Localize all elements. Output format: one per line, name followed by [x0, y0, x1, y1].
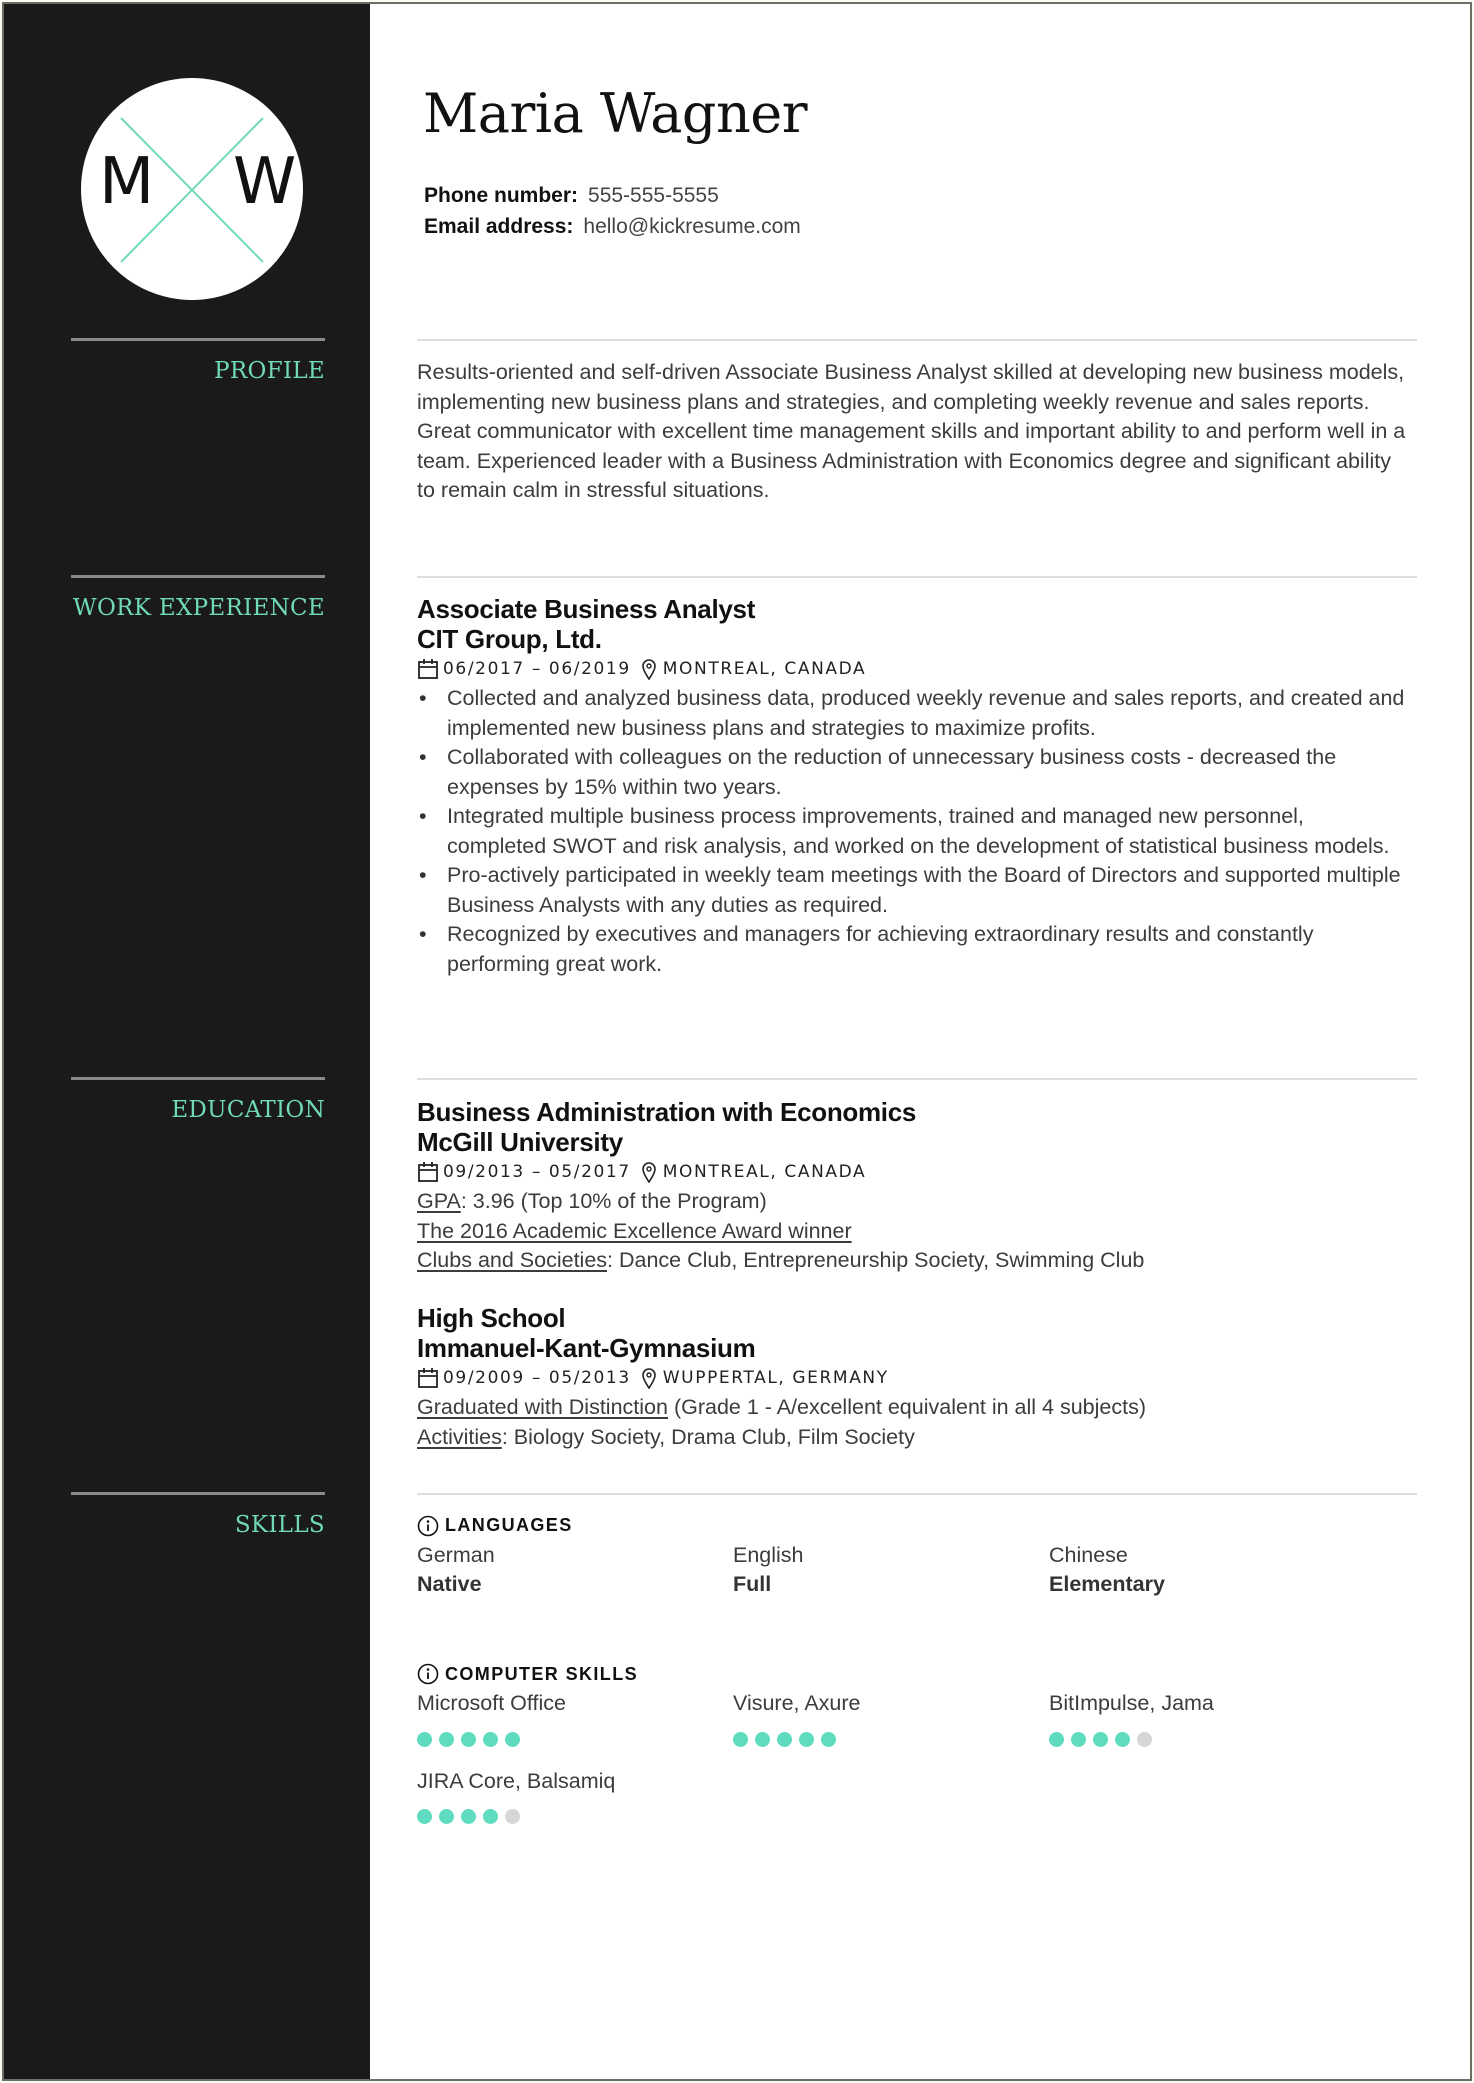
profile-section — [417, 358, 1407, 506]
education-meta — [417, 1363, 1407, 1393]
skill-name: Microsoft Office — [417, 1691, 566, 1715]
computer-skill-item — [417, 1689, 733, 1747]
job-meta — [417, 654, 1407, 684]
sidebar-label-skills: SKILLS — [234, 1512, 325, 1538]
phone-value: 555-555-5555 — [588, 184, 719, 207]
monogram-avatar — [81, 78, 303, 300]
info-icon — [417, 1515, 439, 1537]
rating-dot-filled — [1049, 1732, 1064, 1747]
education-location: WUPPERTAL, GERMANY — [662, 1368, 889, 1388]
company-name: CIT Group, Ltd. — [417, 624, 602, 654]
sidebar-divider — [71, 338, 325, 341]
initial-w: W — [233, 145, 297, 219]
work-section — [417, 594, 1407, 979]
sidebar-divider — [71, 1492, 325, 1495]
rating-dot-filled — [483, 1809, 498, 1824]
gpa-label: GPA — [417, 1189, 461, 1213]
gpa-value: : 3.96 (Top 10% of the Program) — [460, 1189, 767, 1213]
language-item — [733, 1541, 1049, 1600]
language-item — [1049, 1541, 1365, 1600]
rating-dot-filled — [483, 1732, 498, 1747]
education-entry-highschool — [417, 1303, 1407, 1452]
job-location: MONTREAL, CANADA — [662, 659, 867, 679]
rating-dot-filled — [821, 1732, 836, 1747]
section-divider — [417, 339, 1417, 341]
section-divider — [417, 576, 1417, 578]
contact-info — [424, 180, 801, 242]
rating-dot-filled — [1115, 1732, 1130, 1747]
skill-rating — [417, 1809, 733, 1824]
sidebar — [4, 4, 370, 2079]
distinction-line — [417, 1393, 1407, 1423]
rating-dot-filled — [461, 1732, 476, 1747]
school-name: McGill University — [417, 1127, 623, 1157]
education-location: MONTREAL, CANADA — [662, 1162, 867, 1182]
bullet-item: • Collaborated with colleagues on the reduction of unnecessary business costs - decreased the expenses by 15% within two years. — [447, 743, 1407, 802]
activities-label: Activities — [417, 1424, 502, 1449]
computer-skills-row — [417, 1689, 1407, 1747]
sidebar-divider — [71, 575, 325, 578]
clubs-line — [417, 1246, 1407, 1276]
education-entry-university — [417, 1097, 1407, 1276]
language-name: Chinese — [1049, 1542, 1128, 1567]
activities-line — [417, 1423, 1407, 1453]
skill-name: BitImpulse, Jama — [1049, 1691, 1214, 1715]
email-label: Email address: — [424, 215, 574, 238]
location-pin-icon — [641, 1367, 657, 1389]
degree-title: Business Administration with Economics — [417, 1097, 917, 1127]
section-divider — [417, 1078, 1417, 1080]
rating-dot-filled — [733, 1732, 748, 1747]
bullet-item: • Integrated multiple business process improvements, trained and managed new personnel, completed SWOT and risk analysis, and worked on the development of statistical business models. — [447, 802, 1407, 861]
award-line: The 2016 Academic Excellence Award winner — [417, 1218, 852, 1243]
skill-name: JIRA Core, Balsamiq — [417, 1768, 616, 1793]
calendar-icon — [417, 658, 439, 680]
job-title: Associate Business Analyst — [417, 594, 756, 624]
phone-label: Phone number: — [424, 184, 579, 207]
skill-name: Visure, Axure — [733, 1691, 861, 1715]
sidebar-label-profile: PROFILE — [214, 358, 325, 384]
rating-dot-filled — [1071, 1732, 1086, 1747]
education-meta — [417, 1157, 1407, 1187]
languages-heading — [417, 1511, 1407, 1541]
language-level: Elementary — [1049, 1572, 1165, 1596]
bullet-item: • Collected and analyzed business data, produced weekly revenue and sales reports, and created and implemented new business plans and strategies to maximize profits. — [447, 684, 1407, 743]
computer-skills-heading — [417, 1660, 1407, 1690]
rating-dot-empty — [505, 1809, 520, 1824]
education-dates: 09/2013 – 05/2017 — [443, 1162, 631, 1182]
full-name: Maria Wagner — [423, 82, 808, 145]
rating-dot-filled — [755, 1732, 770, 1747]
resume-page — [2, 2, 1472, 2081]
rating-dot-filled — [417, 1809, 432, 1824]
skill-rating — [417, 1732, 733, 1747]
school-name: Immanuel-Kant-Gymnasium — [417, 1333, 756, 1363]
computer-skills-row — [417, 1767, 1407, 1825]
computer-skill-item — [733, 1689, 1049, 1747]
job-bullets — [417, 684, 1407, 979]
location-pin-icon — [641, 658, 657, 680]
rating-dot-filled — [417, 1732, 432, 1747]
language-item — [417, 1541, 733, 1600]
rating-dot-filled — [461, 1809, 476, 1824]
rating-dot-filled — [799, 1732, 814, 1747]
degree-title: High School — [417, 1303, 566, 1333]
profile-text: Results-oriented and self-driven Associate Business Analyst skilled at developing new business models, implementing new business plans and strategies, and completing weekly revenue and sales reports. Great communicator with excellent time management skills and important ability to and perform well in a team. Experienced leader with a Business Administration with Economics degree and significant ability to remain calm in stressful situations. — [417, 360, 1406, 502]
language-name: German — [417, 1542, 495, 1567]
rating-dot-empty — [1137, 1732, 1152, 1747]
bullet-item: • Recognized by executives and managers for achieving extraordinary results and constantly performing great work. — [447, 920, 1407, 979]
skills-section — [417, 1511, 1407, 1824]
computer-skill-item — [1049, 1689, 1365, 1747]
gpa-line — [417, 1187, 1407, 1217]
skill-rating — [1049, 1732, 1365, 1747]
calendar-icon — [417, 1161, 439, 1183]
bullet-item: • Pro-actively participated in weekly team meetings with the Board of Directors and supported multiple Business Analysts with any duties as required. — [447, 861, 1407, 920]
info-icon — [417, 1663, 439, 1685]
clubs-value: : Dance Club, Entrepreneurship Society, Swimming Club — [607, 1248, 1145, 1272]
sidebar-label-work-experience: WORK EXPERIENCE — [73, 595, 325, 621]
language-level: Native — [417, 1572, 482, 1596]
computer-skills-heading-text: COMPUTER SKILLS — [445, 1663, 639, 1684]
email-value: hello@kickresume.com — [583, 215, 801, 238]
activities-value: : Biology Society, Drama Club, Film Society — [501, 1424, 915, 1449]
languages-heading-text: LANGUAGES — [445, 1515, 573, 1535]
location-pin-icon — [641, 1161, 657, 1183]
education-dates: 09/2009 – 05/2013 — [443, 1368, 631, 1388]
job-dates: 06/2017 – 06/2019 — [443, 659, 631, 679]
computer-skill-item — [417, 1767, 733, 1825]
languages-list — [417, 1541, 1407, 1600]
distinction-label: Graduated with Distinction — [417, 1395, 668, 1419]
language-name: English — [733, 1542, 804, 1567]
initial-m: M — [99, 145, 155, 219]
rating-dot-filled — [777, 1732, 792, 1747]
rating-dot-filled — [439, 1809, 454, 1824]
rating-dot-filled — [505, 1732, 520, 1747]
section-divider — [417, 1493, 1417, 1495]
calendar-icon — [417, 1367, 439, 1389]
language-level: Full — [733, 1572, 772, 1596]
distinction-value: (Grade 1 - A/excellent equivalent in all 4 subjects) — [667, 1395, 1146, 1419]
skill-rating — [733, 1732, 1049, 1747]
rating-dot-filled — [1093, 1732, 1108, 1747]
clubs-label: Clubs and Societies — [417, 1248, 608, 1272]
sidebar-divider — [71, 1077, 325, 1080]
rating-dot-filled — [439, 1732, 454, 1747]
sidebar-label-education: EDUCATION — [171, 1097, 325, 1123]
